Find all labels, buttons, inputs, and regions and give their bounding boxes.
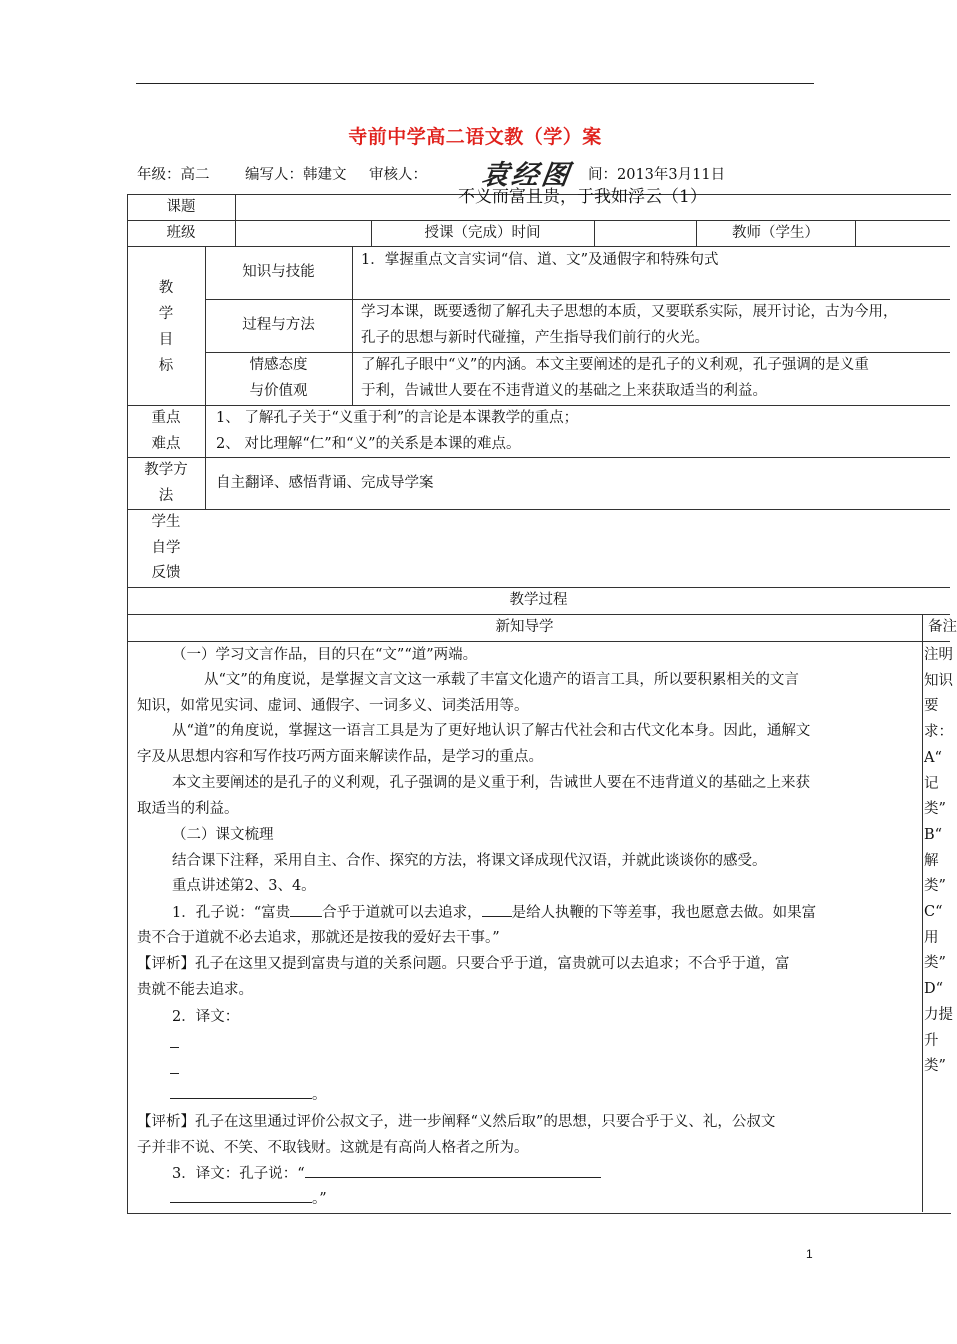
question-1-line2: 贵不合于道就不必去追求，那就还是按我的爱好去干事。” (137, 930, 500, 946)
method-value: 自主翻译、感悟背诵、完成导学案 (216, 475, 434, 491)
goal-process-text: 学习本课，既要透彻了解孔夫子思想的本质，又要联系实际，展开讨论，古为今用， 孔子的思想与新时代碰撞，产生指导我们前行的火光。 (361, 304, 898, 346)
analysis-2-line2: 子并非不说、不笑、不取钱财。这就是有高尚人格者之所为。 (137, 1140, 529, 1156)
guide-label: 新知导学 (495, 619, 554, 635)
content-p3-line1: 从“道”的角度说，掌握这一语言工具是为了更好地认识了解古代社会和古代文化本身。因此，通解文 (172, 723, 811, 739)
page-number: 1 (806, 1247, 813, 1261)
notes-column: 注明 知识 要 求： A“ 记 类” B“ 解 类” C“ 用 类” D“ 力提 升 类” (924, 647, 953, 1075)
document-title: 寺前中学高二语文教（学）案 (348, 126, 602, 148)
analysis-1-line2: 贵就不能去追求。 (137, 982, 253, 998)
answer-blank[interactable] (305, 1161, 601, 1178)
question-2-answer-line[interactable]: 。 (170, 1082, 327, 1109)
question-1-line1: 1．孔子说：“富贵 合乎于道就可以去追求， 是给人执鞭的下等差事，我也愿意去做。如果富 (172, 900, 816, 927)
grade-text: 年级：高二 (137, 167, 210, 183)
content-p2-line2: 知识，如常见实词、虚词、通假字、一词多义、词类活用等。 (137, 698, 529, 714)
time-label: 授课（完成）时间 (424, 225, 541, 241)
analysis-1-line1: 【评析】孔子在这里又提到富贵与道的关系问题。只要合乎于道，富贵就可以去追求；不合乎于道，富 (137, 956, 790, 972)
content-p6: 结合课下注释，采用自主、合作、探究的方法，将课文译成现代汉语，并就此谈谈你的感受。 (172, 853, 767, 869)
answer-blank[interactable] (482, 900, 512, 917)
topic-value: 不义而富且贵，于我如浮云（1） (458, 187, 707, 207)
goal-emotion-text: 了解孔子眼中“义”的内涵。本文主要阐述的是孔子的义利观，孔子强调的是义重 于利，告诫世人要在不违背道义的基础之上来获取适当的利益。 (361, 357, 869, 399)
keypoints-text: 1、 了解孔子关于“义重于利”的言论是本课教学的重点； 2、 对比理解“仁”和“义”的关系是本课的难点。 (216, 410, 579, 452)
process-label: 教学过程 (509, 592, 568, 608)
content-p4-line2: 取适当的利益。 (137, 801, 239, 817)
answer-line-short[interactable] (170, 1058, 179, 1084)
method-label: 教学方 法 (144, 462, 188, 504)
question-3-line1: 3．译文：孔子说：“ (172, 1161, 601, 1188)
question-3-line2: 。” (170, 1186, 327, 1213)
topic-label: 课题 (166, 199, 196, 215)
content-p2-line1: 从“文”的角度说，是掌握文言文这一承载了丰富文化遗产的语言工具，所以要积累相关的文言 (204, 672, 799, 688)
author-text: 编写人：韩建文 (245, 167, 347, 183)
notes-label: 备注 (928, 619, 957, 635)
content-p1: （一）学习文言作品，目的只在“文”“道”两端。 (172, 647, 478, 663)
teacher-label: 教师（学生） (732, 225, 819, 241)
answer-blank[interactable] (290, 900, 322, 917)
goal-knowledge-text: 1．掌握重点文言实词“信、道、文”及通假字和特殊句式 (361, 252, 719, 268)
goal-knowledge-label: 知识与技能 (242, 264, 315, 280)
reviewer-signature: 袁经图 (479, 160, 574, 191)
answer-blank[interactable] (170, 1186, 312, 1203)
answer-blank[interactable] (170, 1082, 312, 1099)
content-p3-line2: 字及从思想内容和写作技巧两方面来解读作品，是学习的重点。 (137, 749, 543, 765)
header-rule (136, 83, 814, 84)
content-p7: 重点讲述第2、3、4。 (172, 878, 316, 894)
keypoints-label: 重点 难点 (151, 410, 181, 452)
goals-label: 教 学 目 标 (158, 280, 174, 374)
date-text: 间：2013年3月11日 (588, 167, 726, 183)
analysis-2-line1: 【评析】孔子在这里通过评价公叔文子，进一步阐释“义然后取”的思想，只要合乎于义、礼，公叔文 (137, 1114, 776, 1130)
feedback-label: 学生 自学 反馈 (151, 514, 181, 581)
class-label: 班级 (166, 225, 196, 241)
question-2: 2．译文： (172, 1009, 240, 1025)
answer-line-short[interactable] (170, 1032, 179, 1058)
content-p5: （二）课文梳理 (172, 827, 274, 843)
goal-emotion-label: 情感态度 与价值观 (249, 357, 308, 399)
reviewer-label: 审核人： (369, 167, 427, 183)
goal-process-label: 过程与方法 (242, 317, 315, 333)
content-p4-line1: 本文主要阐述的是孔子的义利观，孔子强调的是义重于利，告诫世人要在不违背道义的基础之上来获 (172, 775, 810, 791)
